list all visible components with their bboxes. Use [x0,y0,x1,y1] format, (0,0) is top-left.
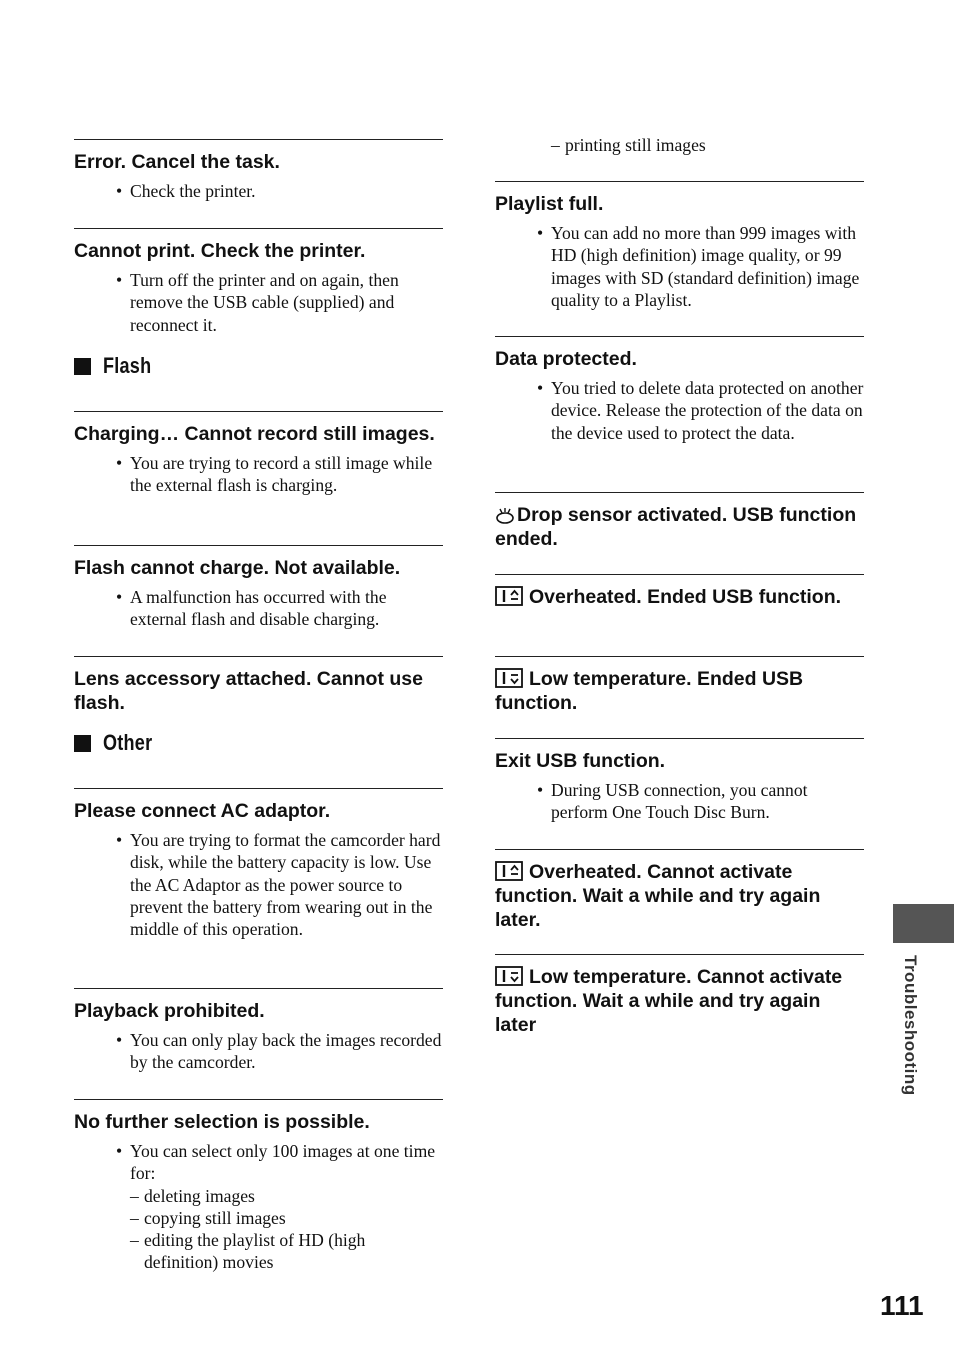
entry-cannot-print [74,228,443,336]
bullet-item: • Check the printer. [116,181,256,201]
entry-title: Lens accessory attached. Cannot use flash. [74,668,423,714]
entry-connect-ac [74,788,443,940]
entry-title: No further selection is possible. [74,1111,370,1133]
entry-title: Playlist full. [495,193,604,215]
bullet-item: • You can add no more than 999 images with HD (high definition) image quality, or 99 images with SD (standard definition) image quality to a Playlist. [537,223,860,310]
bullet-item: • During USB connection, you cannot perform One Touch Disc Burn. [537,780,808,823]
section-heading-flash: Flash [74,353,162,379]
drop-sensor-icon [495,508,515,524]
entry-low-temp-ended [495,656,864,715]
bullet-item: • You are trying to format the camcorder hard disk, while the battery capacity is low. Use the AC Adaptor as the power source to prevent the battery from wearing out in the middle of this operation. [116,830,441,940]
entry-title: Error. Cancel the task. [74,151,280,173]
entry-playback-prohibited [74,988,443,1074]
entry-overheated-ended [495,574,864,609]
side-label-troubleshooting: Troubleshooting [901,955,920,1096]
entry-title: Overheated. Ended USB function. [495,575,864,609]
low-temperature-icon [495,966,523,986]
entry-title: Low temperature. Ended USB function. [495,668,804,714]
bullet-item: • A malfunction has occurred with the external flash and disable charging. [116,587,387,630]
entry-playlist-full [495,181,864,311]
entry-charging [74,411,443,497]
bullet-item: • You can only play back the images recorded by the camcorder. [116,1030,442,1073]
bullet-item: • Turn off the printer and on again, then remove the USB cable (supplied) and reconnect it. [116,270,399,335]
entry-title: Please connect AC adaptor. [74,800,331,822]
entry-title: Drop sensor activated. USB function ended. [495,504,857,550]
bullet-item: • You tried to delete data protected on another device. Release the protection of the data on the device used to protect the data. [537,378,864,443]
side-tab-marker [893,904,954,943]
page-number: 111 [880,1290,924,1321]
entry-title: Exit USB function. [495,750,666,772]
entry-exit-usb [495,738,864,824]
sub-item: – deleting images [130,1185,255,1206]
entry-title: Charging… Cannot record still images. [74,423,435,445]
entry-title: Low temperature. Cannot activate function. Wait a while and try again later [495,966,843,1036]
entry-low-temp-cannot-activate [495,954,864,1037]
sub-item: – copying still images [130,1207,286,1228]
entry-error-cancel [74,139,443,202]
square-bullet-icon [74,735,91,752]
entry-flash-cannot-charge [74,545,443,631]
entry-title: Playback prohibited. [74,1000,265,1022]
sub-item: – printing still images [551,135,706,155]
bullet-item: • You can select only 100 images at one time for: – deleting images – copying still images – editing the playlist of HD (high definition) movies [74,1140,443,1273]
low-temperature-icon [495,668,523,688]
bullet-item: • You are trying to record a still image while the external flash is charging. [116,453,433,496]
section-heading-other: Other [74,730,163,756]
entry-title: Flash cannot charge. Not available. [74,557,401,579]
entry-no-further-selection [74,1099,443,1273]
square-bullet-icon [74,358,91,375]
entry-title: Overheated. Cannot activate function. Wait a while and try again later. [495,861,821,931]
entry-title: Data protected. [495,348,637,370]
entry-title: Cannot print. Check the printer. [74,240,366,262]
entry-drop-sensor [495,492,864,551]
overheat-icon [495,861,523,881]
overheat-icon [495,586,523,606]
entry-data-protected [495,336,864,444]
entry-overheated-cannot-activate [495,849,864,932]
entry-lens-accessory [74,656,443,715]
continued-list [495,134,864,156]
sub-item: – editing the playlist of HD (high definition) movies [130,1229,366,1272]
